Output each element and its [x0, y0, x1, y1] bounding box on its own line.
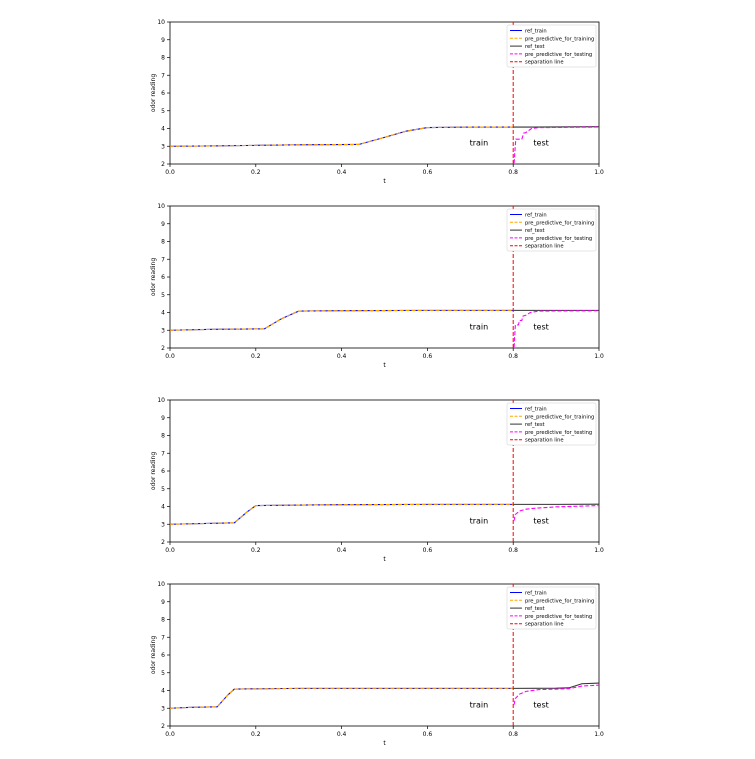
y-tick-label: 7: [161, 72, 165, 79]
x-tick-label: 0.0: [165, 353, 175, 360]
y-tick-label: 9: [161, 599, 165, 606]
x-tick-label: 0.6: [423, 169, 433, 176]
annotation-test: test: [533, 516, 548, 525]
chart-2: [150, 203, 604, 369]
y-tick-label: 4: [161, 504, 165, 511]
legend-label: separation line: [525, 622, 564, 628]
x-tick-label: 0.2: [251, 731, 261, 738]
annotation-train: train: [470, 138, 489, 147]
y-tick-label: 3: [161, 143, 165, 150]
y-tick-label: 6: [161, 274, 165, 281]
y-tick-label: 4: [161, 310, 165, 317]
y-tick-label: 2: [161, 723, 165, 730]
y-tick-label: 9: [161, 37, 165, 44]
y-axis-label: odor reading: [150, 452, 157, 491]
y-tick-label: 7: [161, 256, 165, 263]
x-tick-label: 0.2: [251, 547, 261, 554]
legend-label: ref_test: [525, 422, 545, 428]
y-tick-label: 3: [161, 705, 165, 712]
legend-label: pre_predictive_for_testing: [525, 614, 592, 620]
x-tick-label: 0.4: [337, 169, 347, 176]
x-tick-label: 0.0: [165, 731, 175, 738]
x-tick-label: 0.2: [251, 353, 261, 360]
legend-label: pre_predictive_for_testing: [525, 236, 592, 242]
y-tick-label: 5: [161, 292, 165, 299]
y-tick-label: 10: [157, 581, 165, 588]
y-tick-label: 4: [161, 688, 165, 695]
legend-label: pre_predictive_for_training: [525, 220, 594, 226]
legend-label: pre_predictive_for_training: [525, 36, 594, 42]
y-tick-label: 9: [161, 221, 165, 228]
y-tick-label: 6: [161, 652, 165, 659]
y-tick-label: 7: [161, 634, 165, 641]
x-tick-label: 0.4: [337, 547, 347, 554]
x-tick-label: 0.8: [508, 731, 518, 738]
x-axis-label: t: [383, 178, 386, 185]
x-tick-label: 0.6: [423, 547, 433, 554]
legend-label: ref_train: [525, 29, 547, 35]
y-axis-label: odor reading: [150, 74, 157, 113]
x-tick-label: 0.4: [337, 731, 347, 738]
x-tick-label: 1.0: [594, 731, 604, 738]
chart-1: [150, 19, 604, 185]
x-tick-label: 0.8: [508, 547, 518, 554]
x-axis-label: t: [383, 556, 386, 563]
y-tick-label: 2: [161, 161, 165, 168]
annotation-test: test: [533, 138, 548, 147]
x-tick-label: 0.2: [251, 169, 261, 176]
y-tick-label: 3: [161, 327, 165, 334]
y-tick-label: 10: [157, 397, 165, 404]
y-tick-label: 2: [161, 345, 165, 352]
y-tick-label: 6: [161, 90, 165, 97]
y-tick-label: 8: [161, 433, 165, 440]
y-tick-label: 2: [161, 539, 165, 546]
y-tick-label: 8: [161, 617, 165, 624]
y-tick-label: 5: [161, 108, 165, 115]
chart-4: [150, 581, 604, 747]
legend-label: ref_train: [525, 213, 547, 219]
legend-label: pre_predictive_for_training: [525, 414, 594, 420]
legend-label: ref_test: [525, 228, 545, 234]
x-tick-label: 1.0: [594, 547, 604, 554]
legend-label: separation line: [525, 244, 564, 250]
y-tick-label: 4: [161, 126, 165, 133]
y-tick-label: 6: [161, 468, 165, 475]
y-tick-label: 9: [161, 415, 165, 422]
x-axis-label: t: [383, 740, 386, 747]
legend-label: pre_predictive_for_testing: [525, 52, 592, 58]
legend-label: ref_test: [525, 606, 545, 612]
y-tick-label: 8: [161, 239, 165, 246]
x-tick-label: 1.0: [594, 353, 604, 360]
legend-label: ref_test: [525, 44, 545, 50]
y-axis-label: odor reading: [150, 258, 157, 297]
annotation-train: train: [470, 516, 489, 525]
legend-label: ref_train: [525, 591, 547, 597]
legend-label: separation line: [525, 438, 564, 444]
x-tick-label: 0.0: [165, 547, 175, 554]
x-tick-label: 0.4: [337, 353, 347, 360]
annotation-train: train: [470, 322, 489, 331]
legend-label: ref_train: [525, 407, 547, 413]
x-tick-label: 0.0: [165, 169, 175, 176]
y-axis-label: odor reading: [150, 636, 157, 675]
x-tick-label: 0.6: [423, 353, 433, 360]
y-tick-label: 5: [161, 670, 165, 677]
y-tick-label: 7: [161, 450, 165, 457]
x-axis-label: t: [383, 362, 386, 369]
annotation-test: test: [533, 700, 548, 709]
x-tick-label: 0.8: [508, 353, 518, 360]
y-tick-label: 5: [161, 486, 165, 493]
legend-label: separation line: [525, 60, 564, 66]
legend-label: pre_predictive_for_training: [525, 598, 594, 604]
y-tick-label: 8: [161, 55, 165, 62]
legend-label: pre_predictive_for_testing: [525, 430, 592, 436]
y-tick-label: 3: [161, 521, 165, 528]
x-tick-label: 0.6: [423, 731, 433, 738]
y-tick-label: 10: [157, 203, 165, 210]
annotation-test: test: [533, 322, 548, 331]
x-tick-label: 0.8: [508, 169, 518, 176]
chart-3: [150, 397, 604, 563]
y-tick-label: 10: [157, 19, 165, 26]
x-tick-label: 1.0: [594, 169, 604, 176]
annotation-train: train: [470, 700, 489, 709]
